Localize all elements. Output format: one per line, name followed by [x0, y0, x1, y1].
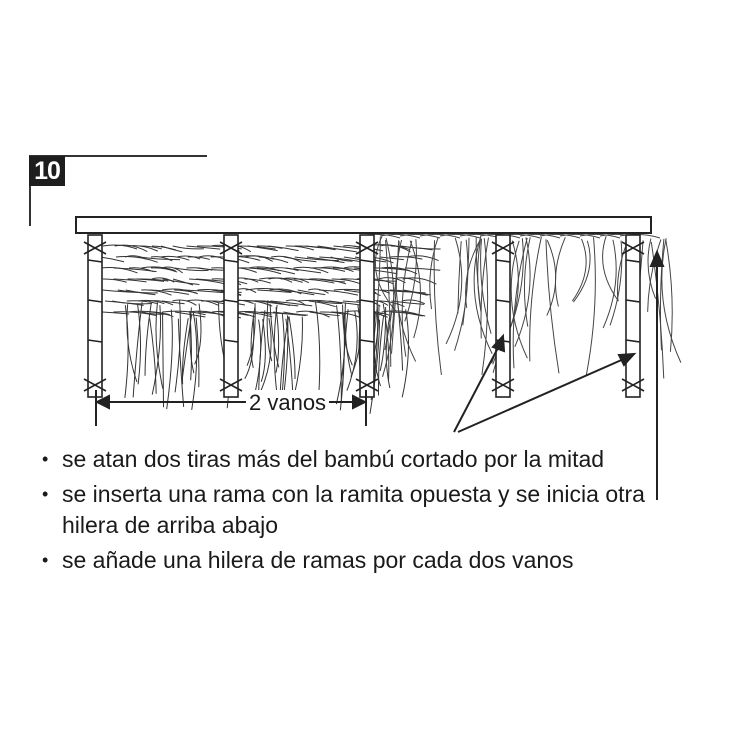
thatch-strand — [163, 312, 164, 408]
thatch-strand — [540, 234, 580, 238]
thatch-strand — [190, 307, 194, 373]
thatch-strand — [400, 234, 440, 238]
instruction-list — [40, 444, 680, 580]
thatch-strand — [318, 246, 357, 252]
bamboo-post — [224, 235, 238, 397]
thatch-strand — [173, 279, 193, 285]
thatch-strand — [114, 268, 157, 272]
thatch-strand — [100, 257, 124, 262]
thatch-strand — [315, 301, 319, 390]
bullet-icon: • — [42, 550, 49, 570]
thatch-strand — [572, 239, 586, 301]
pointer-arrows — [454, 336, 634, 432]
thatch-strand — [396, 240, 415, 362]
thatch-strand — [347, 311, 357, 390]
thatch-strand — [337, 305, 342, 402]
thatch-strand — [555, 237, 565, 306]
thatch-strand — [476, 237, 481, 312]
thatch-strand — [392, 240, 399, 353]
thatch-strand — [167, 310, 173, 410]
thatch-strand — [573, 241, 590, 302]
thatch-strand — [410, 241, 420, 338]
bamboo-post — [360, 235, 374, 397]
thatch-strand — [125, 305, 128, 398]
bullet-icon: • — [42, 449, 49, 469]
thatch-strand — [259, 257, 288, 263]
bamboo-post — [496, 235, 510, 397]
thatch-strand — [380, 234, 420, 238]
list-item-text: se inserta una rama con la ramita opuesta y se inicia otra hilera de arriba abajo — [62, 481, 645, 538]
dense-thatch — [100, 245, 440, 415]
list-item — [40, 545, 680, 576]
thatch-strand — [446, 238, 462, 344]
thatch-strand — [405, 268, 440, 270]
list-item — [40, 479, 680, 541]
thatch-strand — [603, 240, 616, 328]
thatch-strand — [666, 240, 672, 352]
thatch-strand — [546, 239, 559, 373]
thatch-strand — [402, 241, 412, 357]
bamboo-post — [88, 235, 102, 397]
thatch-strand — [420, 234, 460, 238]
thatch-strand — [580, 234, 620, 238]
thatch-strand — [530, 237, 542, 362]
thatch-strand — [289, 316, 295, 379]
bullet-icon: • — [42, 484, 49, 504]
bamboo-post — [626, 235, 640, 397]
list-item — [40, 444, 680, 475]
top-beam — [76, 217, 651, 233]
thatch-strand — [510, 238, 523, 329]
thatch-strand — [440, 234, 480, 238]
span-label: 2 vanos — [246, 390, 329, 416]
list-item-text: se atan dos tiras más del bambú cortado por la mitad — [62, 446, 605, 472]
thatch-strand — [261, 319, 265, 382]
thatch-strand — [586, 237, 595, 375]
list-item-text: se añade una hilera de ramas por cada dos vanos — [62, 547, 574, 573]
step-number-badge: 10 — [29, 156, 65, 186]
thatch-strand — [276, 307, 279, 372]
